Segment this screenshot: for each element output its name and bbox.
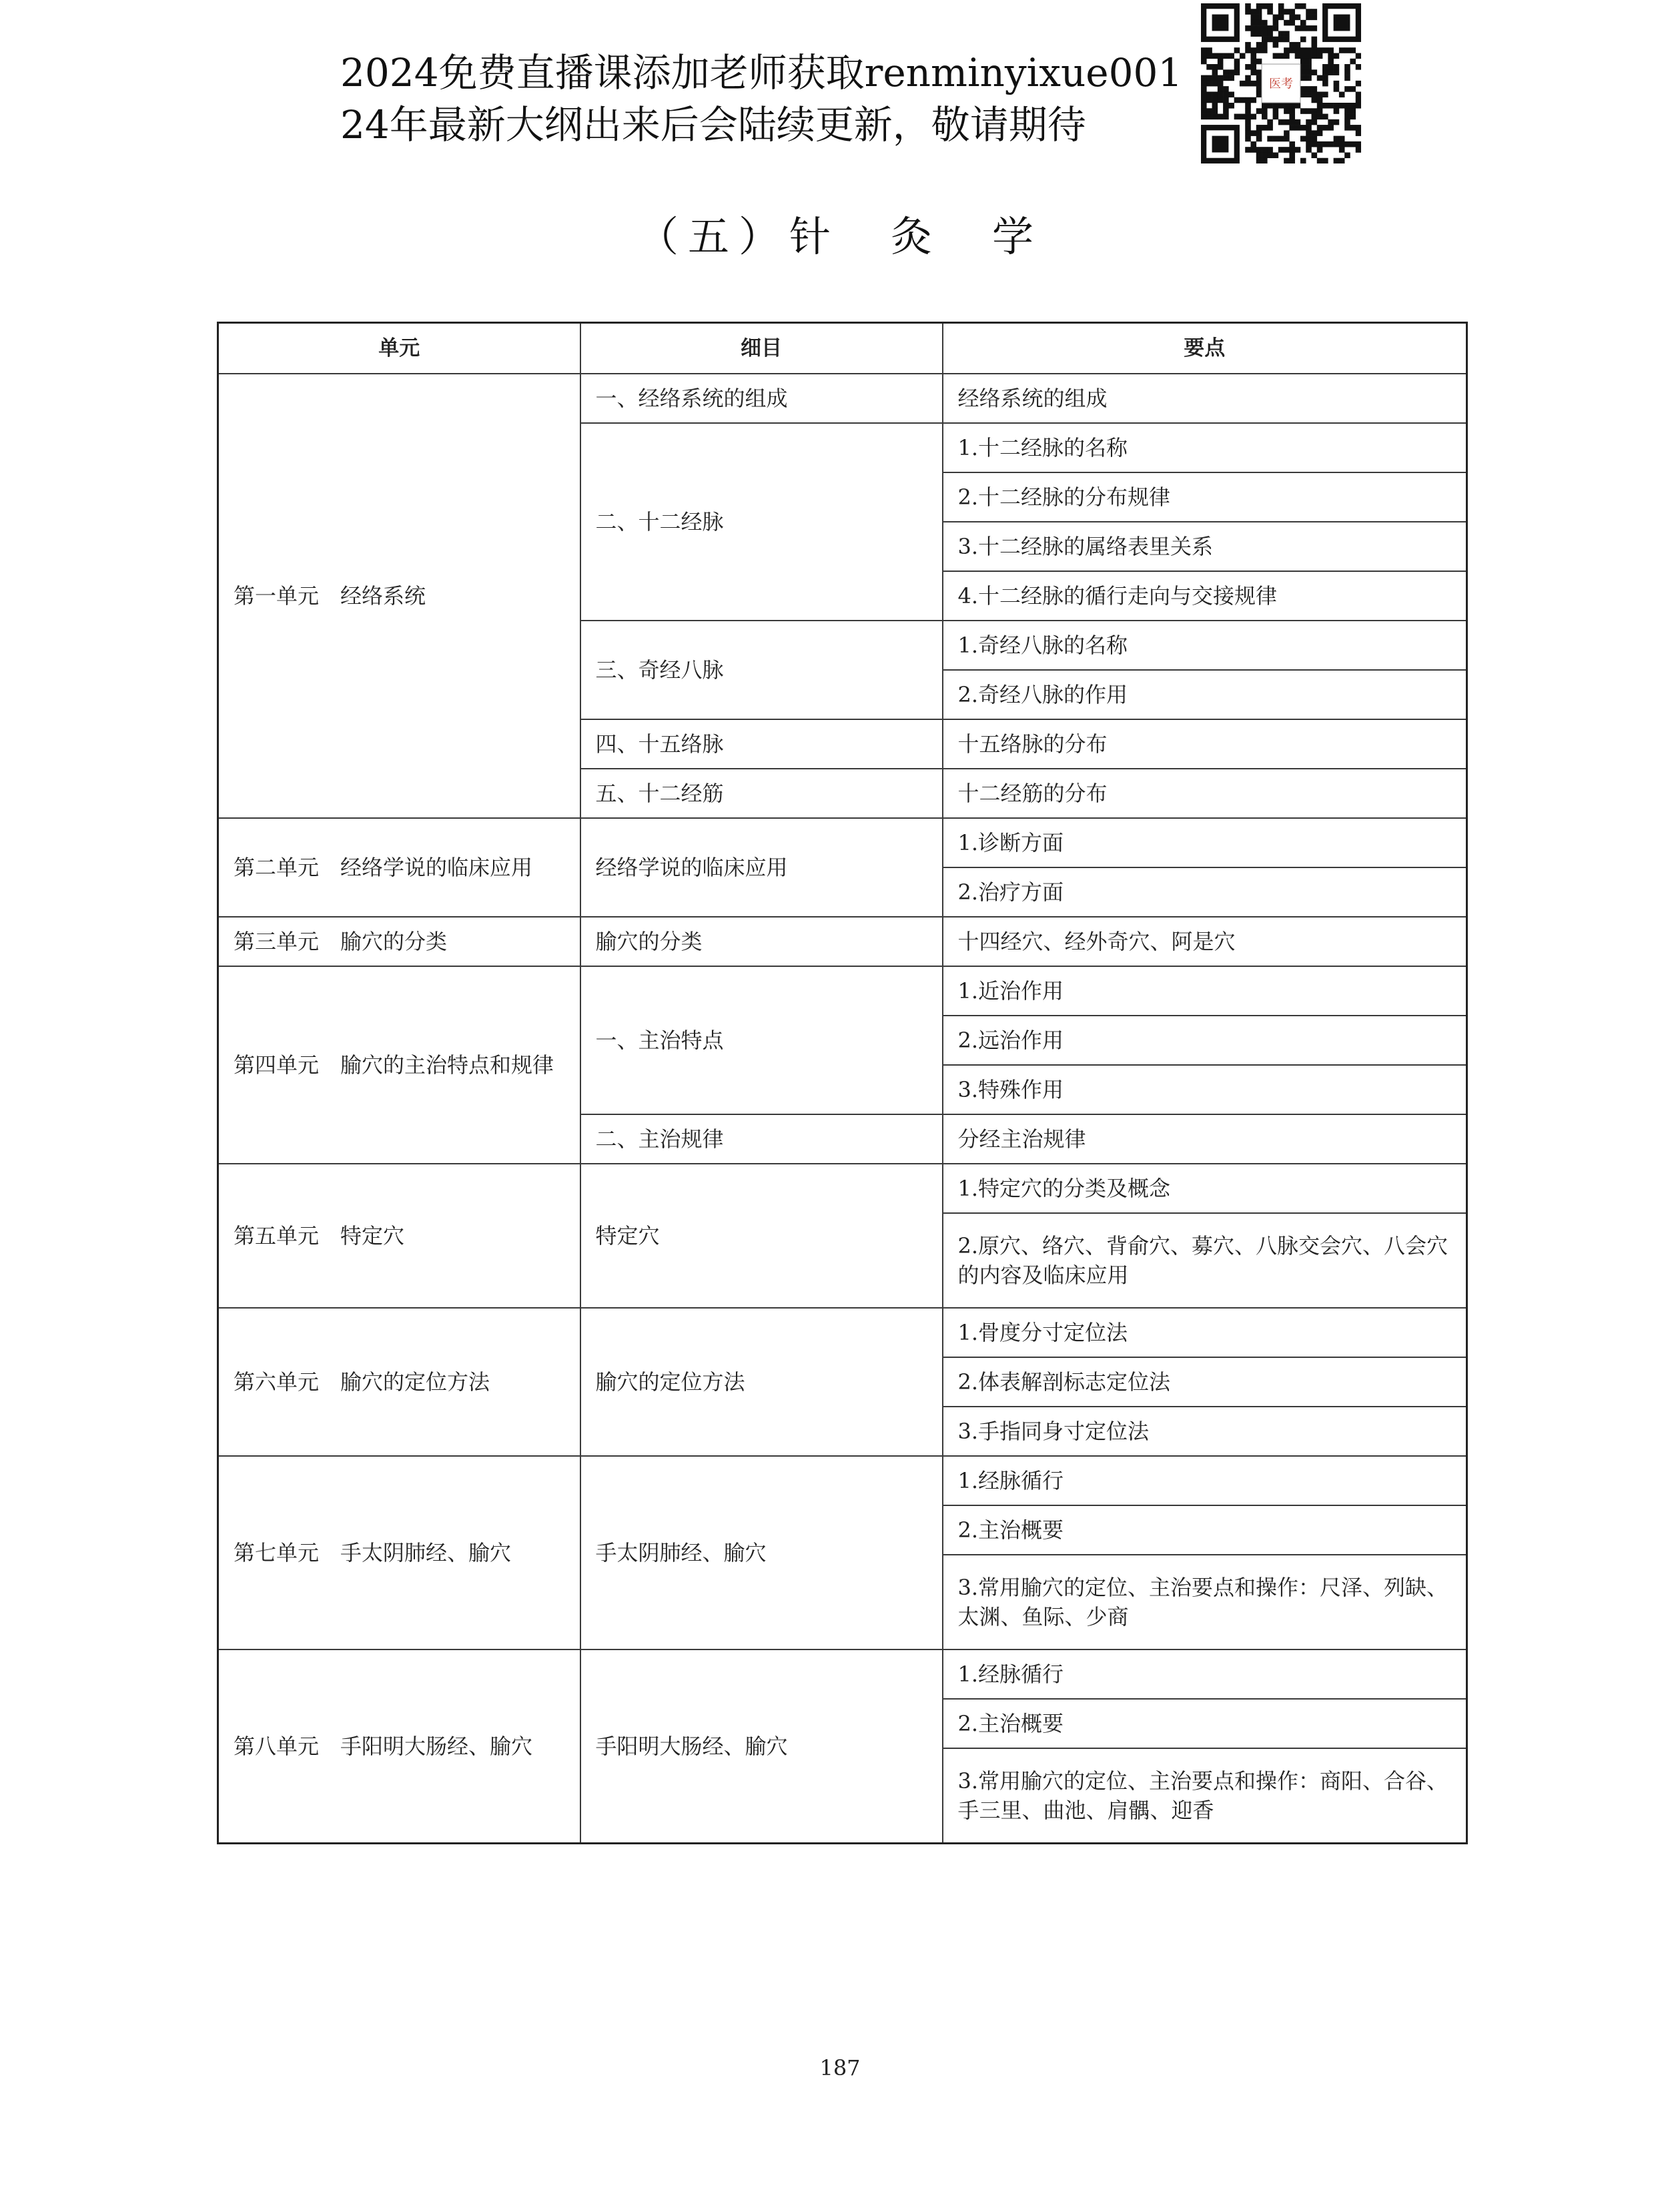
- unit-cell: 第四单元 腧穴的主治特点和规律: [218, 966, 580, 1164]
- item-cell: 二、主治规律: [580, 1114, 943, 1164]
- item-cell: 二、十二经脉: [580, 423, 943, 621]
- header-point: 要点: [943, 323, 1467, 374]
- table-row: [218, 1649, 1467, 1699]
- point-cell: 1.经脉循行: [943, 1456, 1467, 1505]
- point-cell: 3.十二经脉的属络表里关系: [943, 522, 1467, 571]
- point-cell: 4.十二经脉的循行走向与交接规律: [943, 571, 1467, 621]
- point-cell: 1.近治作用: [943, 966, 1467, 1016]
- unit-cell: 第三单元 腧穴的分类: [218, 917, 580, 966]
- item-cell: 一、经络系统的组成: [580, 374, 943, 423]
- item-cell: 手太阴肺经、腧穴: [580, 1456, 943, 1649]
- page-number: 187: [819, 2055, 861, 2081]
- unit-cell: 第七单元 手太阴肺经、腧穴: [218, 1456, 580, 1649]
- item-cell: 一、主治特点: [580, 966, 943, 1114]
- header-item: 细目: [580, 323, 943, 374]
- point-cell: 3.常用腧穴的定位、主治要点和操作：尺泽、列缺、太渊、鱼际、少商: [943, 1555, 1467, 1649]
- item-cell: 特定穴: [580, 1164, 943, 1308]
- point-cell: 1.经脉循行: [943, 1649, 1467, 1699]
- point-cell: 3.特殊作用: [943, 1065, 1467, 1114]
- qr-logo-text: 医考: [1269, 77, 1293, 91]
- point-cell: 2.主治概要: [943, 1505, 1467, 1555]
- point-cell: 1.诊断方面: [943, 818, 1467, 867]
- point-cell: 1.骨度分寸定位法: [943, 1308, 1467, 1357]
- table-row: [218, 1164, 1467, 1213]
- item-cell: 五、十二经筋: [580, 769, 943, 818]
- point-cell: 3.常用腧穴的定位、主治要点和操作：商阳、合谷、手三里、曲池、肩髃、迎香: [943, 1748, 1467, 1844]
- item-cell: 经络学说的临床应用: [580, 818, 943, 917]
- item-cell: 三、奇经八脉: [580, 621, 943, 719]
- promo-line-1: 2024免费直播课添加老师获取renminyixue001: [340, 50, 1183, 95]
- table-row: [218, 1456, 1467, 1505]
- promo-line-2: 24年最新大纲出来后会陆续更新，敬请期待: [340, 102, 1086, 147]
- table-row: [218, 374, 1467, 423]
- table-header-row: [218, 323, 1467, 374]
- point-cell: 3.手指同身寸定位法: [943, 1407, 1467, 1456]
- qr-code-icon[interactable]: [1201, 3, 1361, 163]
- point-cell: 2.体表解剖标志定位法: [943, 1357, 1467, 1407]
- unit-cell: 第一单元 经络系统: [218, 374, 580, 818]
- point-cell: 分经主治规律: [943, 1114, 1467, 1164]
- point-cell: 2.主治概要: [943, 1699, 1467, 1748]
- point-cell: 2.治疗方面: [943, 867, 1467, 917]
- table-row: [218, 966, 1467, 1016]
- header-unit: 单元: [218, 323, 580, 374]
- item-cell: 腧穴的分类: [580, 917, 943, 966]
- table-row: [218, 917, 1467, 966]
- point-cell: 2.原穴、络穴、背俞穴、募穴、八脉交会穴、八会穴的内容及临床应用: [943, 1213, 1467, 1308]
- item-cell: 腧穴的定位方法: [580, 1308, 943, 1456]
- point-cell: 十四经穴、经外奇穴、阿是穴: [943, 917, 1467, 966]
- point-cell: 经络系统的组成: [943, 374, 1467, 423]
- point-cell: 1.奇经八脉的名称: [943, 621, 1467, 670]
- point-cell: 1.特定穴的分类及概念: [943, 1164, 1467, 1213]
- point-cell: 十五络脉的分布: [943, 719, 1467, 769]
- syllabus-table: [217, 322, 1468, 1844]
- point-cell: 2.奇经八脉的作用: [943, 670, 1467, 719]
- item-cell: 四、十五络脉: [580, 719, 943, 769]
- unit-cell: 第二单元 经络学说的临床应用: [218, 818, 580, 917]
- qr-code-graphic: [1201, 3, 1361, 163]
- point-cell: 2.十二经脉的分布规律: [943, 472, 1467, 522]
- point-cell: 十二经筋的分布: [943, 769, 1467, 818]
- unit-cell: 第五单元 特定穴: [218, 1164, 580, 1308]
- page-title: （五）针 灸 学: [637, 212, 1043, 261]
- unit-cell: 第八单元 手阳明大肠经、腧穴: [218, 1649, 580, 1844]
- table-row: [218, 1308, 1467, 1357]
- point-cell: 1.十二经脉的名称: [943, 423, 1467, 472]
- item-cell: 手阳明大肠经、腧穴: [580, 1649, 943, 1844]
- table-row: [218, 818, 1467, 867]
- promo-banner: [340, 47, 1201, 151]
- point-cell: 2.远治作用: [943, 1016, 1467, 1065]
- unit-cell: 第六单元 腧穴的定位方法: [218, 1308, 580, 1456]
